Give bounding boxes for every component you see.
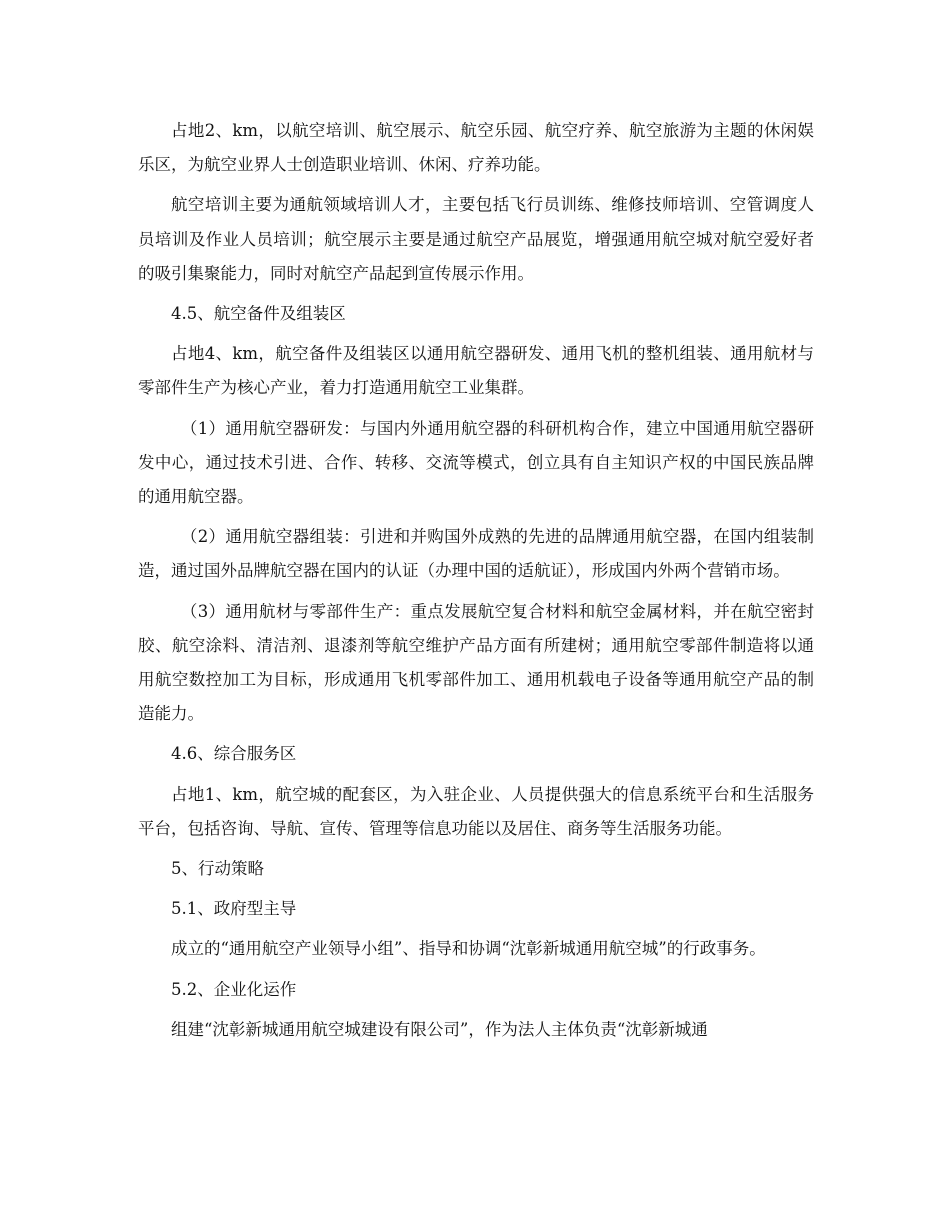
- paragraph-item-1: （1）通用航空器研发：与国内外通用航空器的科研机构合作，建立中国通用航空器研发中心，通过技术引进、合作、转移、交流等模式，创立具有自主知识产权的中国民族品牌的通用航空器。: [138, 418, 814, 507]
- section-heading-4-5: 4.5、航空备件及组装区: [171, 304, 346, 324]
- section-heading-5-2: 5.2、企业化运作: [171, 979, 297, 999]
- paragraph-assembly-zone: 占地4、km，航空备件及组装区以通用航空器研发、通用飞机的整机组装、通用航材与零部件生产为核心产业，着力打造通用航空工业集群。: [138, 344, 814, 398]
- paragraph-company-setup: 组建“沈彰新城通用航空城建设有限公司”，作为法人主体负责“沈彰新城通: [171, 1019, 708, 1039]
- paragraph-aviation-training: 航空培训主要为通航领域培训人才，主要包括飞行员训练、维修技师培训、空管调度人员培训及作业人员培训；航空展示主要是通过航空产品展览，增强通用航空城对航空爱好者的吸引集聚能力，同时对航空产品起到宣传展示作用。: [138, 195, 814, 283]
- section-heading-4-6: 4.6、综合服务区: [171, 744, 297, 764]
- paragraph-item-3: （3）通用航材与零部件生产：重点发展航空复合材料和航空金属材料，并在航空密封胶、航空涂料、清洁剂、退漆剂等航空维护产品方面有所建树；通用航空零部件制造将以通用航空数控加工为目标，形成通用飞机零部件加工、通用机载电子设备等通用航空产品的制造能力。: [138, 601, 814, 724]
- paragraph-service-zone: 占地1、km，航空城的配套区，为入驻企业、人员提供强大的信息系统平台和生活服务平台，包括咨询、导航、宣传、管理等信息功能以及居住、商务等生活服务功能。: [138, 784, 814, 838]
- paragraph-leisure-zone: 占地2、km，以航空培训、航空展示、航空乐园、航空疗养、航空旅游为主题的休闲娱乐区，为航空业界人士创造职业培训、休闲、疗养功能。: [138, 121, 814, 175]
- section-heading-5: 5、行动策略: [171, 859, 264, 879]
- document-page: [138, 114, 814, 1053]
- paragraph-leadership-group: 成立的“通用航空产业领导小组”、指导和协调“沈彰新城通用航空城”的行政事务。: [171, 939, 766, 959]
- section-heading-5-1: 5.1、政府型主导: [171, 899, 297, 919]
- paragraph-item-2: （2）通用航空器组装：引进和并购国外成熟的先进的品牌通用航空器，在国内组装制造，通过国外品牌航空器在国内的认证（办理中国的适航证），形成国内外两个营销市场。: [138, 527, 814, 581]
